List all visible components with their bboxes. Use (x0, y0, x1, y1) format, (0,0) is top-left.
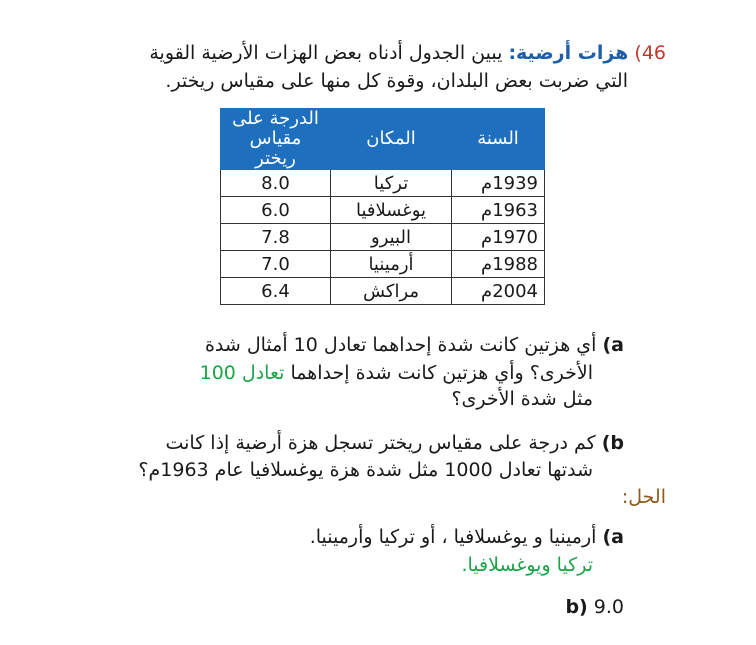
cell-place: يوغسلافيا (331, 197, 452, 224)
header-richter (221, 109, 331, 170)
table-row (221, 224, 545, 251)
part-a-label: a) (602, 334, 624, 356)
cell-place: أرمينيا (331, 251, 452, 278)
earthquake-table (220, 108, 545, 305)
part-a-text1: أي هزتين كانت شدة إحداهما تعادل 10 أمثال شدة (204, 334, 597, 356)
part-a-line2 (200, 360, 593, 386)
table-header-row (221, 109, 545, 170)
part-b-line2: شدتها تعادل 1000 مثل شدة هزة يوغسلافيا عام 1963م؟ (138, 459, 593, 481)
part-a-line1 (205, 332, 624, 358)
cell-magnitude: 8.0 (221, 170, 331, 197)
solution-b-line (565, 594, 624, 620)
cell-year: 1988م (452, 251, 545, 278)
part-a-highlight: تعادل 100 (199, 362, 285, 384)
cell-year: 2004م (452, 278, 545, 305)
table-row (221, 251, 545, 278)
cell-place: مراكش (331, 278, 452, 305)
cell-magnitude: 7.0 (221, 251, 331, 278)
cell-place: تركيا (331, 170, 452, 197)
question-topic: هزات أرضية: (508, 42, 629, 64)
part-b-text1: كم درجة على مقياس ريختر تسجل هزة أرضية إذا كانت (165, 432, 596, 454)
header-year: السنة (452, 109, 545, 170)
cell-year: 1939م (452, 170, 545, 197)
header-place: المكان (331, 109, 452, 170)
solution-b-answer: 9.0 (593, 596, 624, 618)
cell-magnitude: 7.8 (221, 224, 331, 251)
question-intro-line2: التي ضربت بعض البلدان، وقوة كل منها على مقياس ريختر. (165, 70, 628, 92)
cell-place: البيرو (331, 224, 452, 251)
solution-heading: الحل: (621, 486, 666, 508)
solution-b-label: b) (565, 596, 588, 618)
part-a-line3: مثل شدة الأخرى؟ (451, 388, 593, 410)
cell-magnitude: 6.4 (221, 278, 331, 305)
header-richter-line1: الدرجة على (232, 108, 319, 129)
solution-a-line2: تركيا ويوغسلافيا. (461, 554, 593, 576)
question-number: 46) (634, 42, 666, 64)
part-b-line1 (165, 430, 624, 456)
cell-year: 1963م (452, 197, 545, 224)
question-intro-line1: يبين الجدول أدناه بعض الهزات الأرضية القوية (149, 42, 503, 64)
table-row (221, 278, 545, 305)
part-b-label: b) (601, 432, 624, 454)
cell-year: 1970م (452, 224, 545, 251)
header-richter-line2: مقياس ريختر (249, 128, 302, 169)
question-header (149, 40, 666, 66)
solution-a-line1 (310, 524, 624, 550)
table-row (221, 170, 545, 197)
cell-magnitude: 6.0 (221, 197, 331, 224)
solution-a-label: a) (602, 526, 624, 548)
part-a-text2: الأخرى؟ وأي هزتين كانت شدة إحداهما (290, 362, 593, 384)
solution-a-text1: أرمينيا و يوغسلافيا ، أو تركيا وأرمينيا. (309, 526, 597, 548)
table-row (221, 197, 545, 224)
